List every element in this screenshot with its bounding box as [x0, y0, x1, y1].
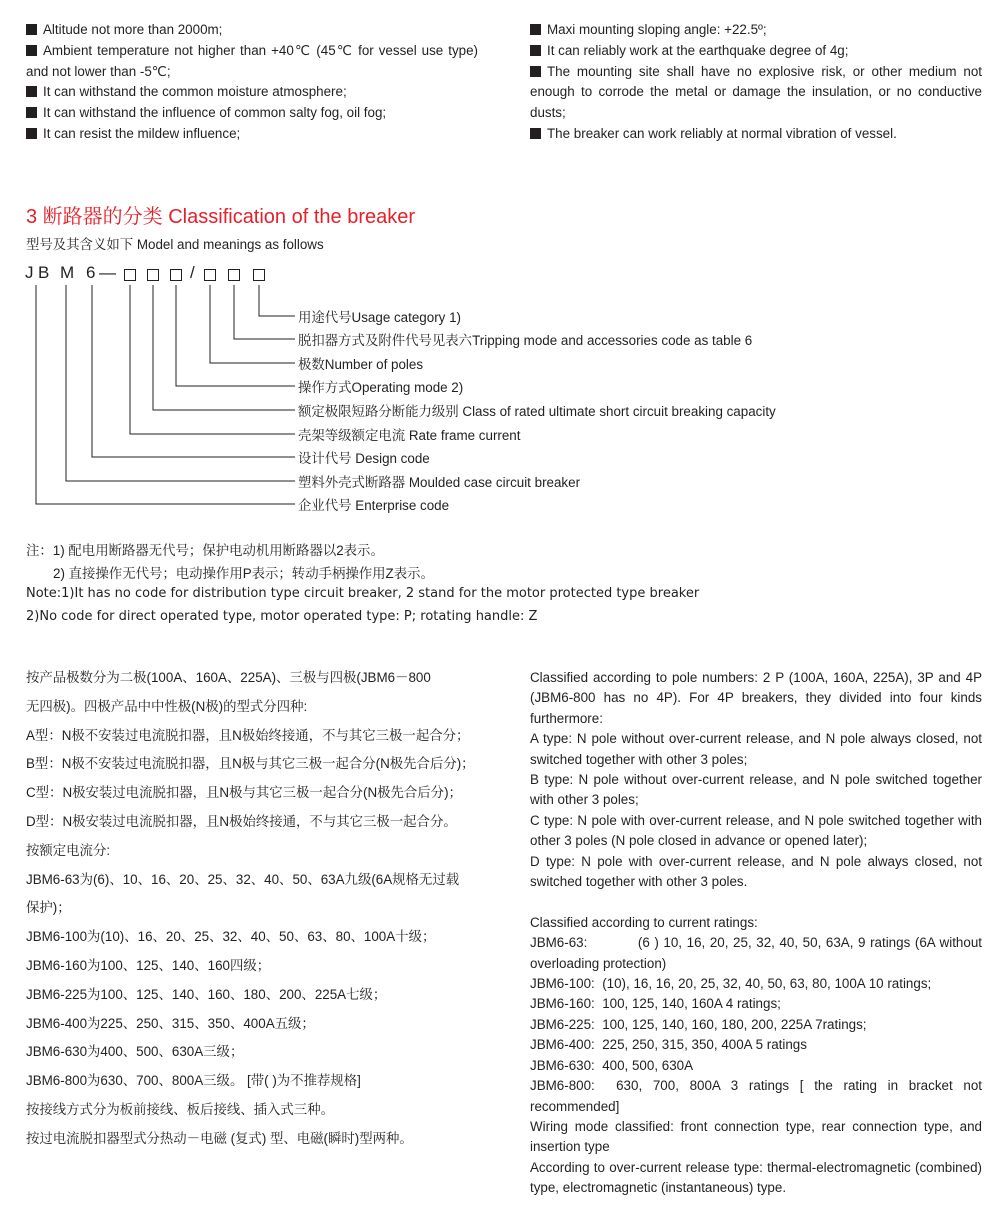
env-item: It can resist the mildew influence; [26, 124, 478, 145]
cn-line: 保护)； [26, 900, 71, 916]
bullet-square-icon [530, 24, 541, 35]
bullet-square-icon [530, 66, 541, 77]
en-paragraph: D type: N pole with over-current release, and N pole always closed, not switched together with other 3 poles. [530, 853, 982, 890]
leader-usage [259, 285, 295, 316]
en-paragraph: JBM6-160: 100, 125, 140, 160A 4 ratings; [530, 996, 781, 1012]
env-item: Maxi mounting sloping angle: +22.5º; [530, 20, 982, 41]
note-cn-2: 2) 直接操作无代号；电动操作用P表示；转动手柄操作用Z表示。 [53, 566, 434, 581]
note-en-1: Note:1)It has no code for distribution type circuit breaker, 2 stand for the motor protected type breaker [26, 586, 700, 601]
leader-tripping [234, 285, 295, 339]
label-design-code: 设计代号 Design code [298, 451, 430, 466]
en-paragraph: Wiring mode classified: front connection type, rear connection type, and insertion type [530, 1118, 982, 1155]
env-item: It can reliably work at the earthquake degree of 4g; [530, 41, 982, 62]
leader-frame [130, 285, 295, 434]
en-paragraph: JBM6-225: 100, 125, 140, 160, 180, 200, 225A 7ratings; [530, 1016, 867, 1032]
section-heading: 3 断路器的分类 Classification of the breaker [26, 206, 416, 228]
en-paragraph: JBM6-400: 225, 250, 315, 350, 400A 5 ratings [530, 1037, 807, 1053]
label-rate-frame-current: 壳架等级额定电流 Rate frame current [298, 428, 521, 443]
env-item: Ambient temperature not higher than +40℃ (45℃ for vessel use type) and not lower than -5℃; [26, 42, 478, 79]
cn-line: JBM6-63为(6)、10、16、20、25、32、40、50、63A九级(6A规格无过载 [26, 871, 460, 887]
en-paragraph: B type: N pole without over-current release, and N pole switched together with other 3 poles; [530, 772, 982, 808]
label-moulded-case: 塑料外壳式断路器 Moulded case circuit breaker [298, 475, 581, 490]
label-number-of-poles: 极数Number of poles [298, 357, 424, 372]
cn-line: JBM6-630为400、500、630A三级； [26, 1044, 244, 1060]
en-paragraph: Classified according to pole numbers: 2 P (100A, 160A, 225A), 3P and 4P (JBM6-800 has no 4P). For 4P breakers, they divided into four kinds furthermore: [530, 670, 982, 726]
env-item: It can withstand the influence of common salty fog, oil fog; [26, 103, 478, 124]
cn-line: JBM6-400为225、250、315、350、400A五级； [26, 1015, 315, 1031]
environment-right-column [530, 20, 982, 145]
leader-poles [210, 285, 295, 363]
cn-line: JBM6-800为630、700、800A三级。 [带( )为不推荐规格] [26, 1073, 361, 1089]
bullet-square-icon [530, 45, 541, 56]
label-enterprise-code: 企业代号 Enterprise code [298, 498, 450, 513]
code-char-m: M [60, 263, 75, 282]
label-breaking-capacity: 额定极限短路分断能力级别 Class of rated ultimate short circuit breaking capacity [298, 404, 776, 419]
en-paragraph: According to over-current release type: thermal-electromagnetic (combined) type, electromagnetic (instantaneous) type. [530, 1159, 982, 1196]
label-operating-mode: 操作方式Operating mode 2) [298, 380, 464, 395]
model-intro: 型号及其含义如下 Model and meanings as follows [26, 237, 324, 252]
en-paragraph: JBM6-100: (10), 16, 16, 20, 25, 32, 40, 50, 63, 80, 100A 10 ratings; [530, 976, 932, 992]
label-usage-category: 用途代号Usage category 1) [298, 310, 461, 325]
cn-line: D型：N极安装过电流脱扣器，且N极始终接通，不与其它三极一起合分。 [26, 813, 457, 829]
bullet-square-icon [530, 128, 541, 139]
cn-line: 按过电流脱扣器型式分热动－电磁 (复式) 型、电磁(瞬时)型两种。 [26, 1130, 413, 1146]
en-paragraph: JBM6-630: 400, 500, 630A [530, 1057, 694, 1073]
en-paragraph: JBM6-800: 630, 700, 800A 3 ratings [ the rating in bracket not recommended] [530, 1078, 986, 1114]
cn-line: 按产品极数分为二极(100A、160A、225A)、三极与四极(JBM6－800 [26, 670, 431, 685]
code-char-slash: / [190, 263, 195, 282]
cn-line: 按接线方式分为板前接线、板后接线、插入式三种。 [26, 1101, 334, 1117]
env-item: It can withstand the common moisture atmosphere; [26, 82, 478, 103]
code-char-dash: — [99, 263, 116, 282]
leader-breaking [153, 285, 295, 410]
env-item: The mounting site shall have no explosive risk, or other medium not enough to corrode the metal or damage the insulation, or no conductive dusts; [530, 63, 982, 121]
code-char-j: J [25, 263, 34, 282]
note-en-2: 2)No code for direct operated type, motor operated type: P; rotating handle: Z [26, 609, 538, 624]
leader-enterprise [36, 285, 295, 504]
leader-operating [176, 285, 295, 386]
cn-line: JBM6-100为(10)、16、20、25、32、40、50、63、80、100A十级； [26, 929, 436, 945]
cn-line: JBM6-225为100、125、140、160、180、200、225A七级； [26, 986, 387, 1002]
cn-line: B型：N极不安装过电流脱扣器，且N极与其它三极一起合分(N极先合后分)； [26, 756, 475, 772]
label-tripping-mode: 脱扣器方式及附件代号见表六Tripping mode and accessories code as table 6 [298, 333, 753, 348]
english-classification-column [530, 668, 986, 1199]
code-char-b: B [38, 263, 50, 282]
en-paragraph: C type: N pole with over-current release, and N pole switched together with other 3 poles (N pole closed in advance or opened later); [530, 812, 982, 849]
cn-line: C型：N极安装过电流脱扣器，且N极与其它三极一起合分(N极先合后分)； [26, 785, 462, 801]
en-paragraph: Classified according to current ratings: [530, 914, 758, 930]
code-char-6: 6 [86, 263, 96, 282]
en-paragraph: A type: N pole without over-current release, and N pole always closed, not switched together with other 3 poles; [530, 731, 982, 767]
env-item: The breaker can work reliably at normal vibration of vessel. [530, 124, 982, 145]
en-paragraph: JBM6-63: (6 ) 10, 16, 20, 25, 32, 40, 50, 63A, 9 ratings (6A without overloading protection) [530, 935, 986, 971]
cn-line: 按额定电流分: [26, 842, 111, 858]
cn-line: A型：N极不安装过电流脱扣器，且N极始终接通，不与其它三极一起合分； [26, 727, 470, 743]
leader-moulded [66, 285, 295, 481]
env-item: Altitude not more than 2000m; [26, 20, 478, 41]
note-cn-1: 注：1) 配电用断路器无代号；保护电动机用断路器以2表示。 [26, 543, 384, 558]
cn-line: JBM6-160为100、125、140、160四级； [26, 957, 271, 973]
model-diagram-lines [0, 0, 300, 520]
leader-design [92, 285, 295, 457]
paragraph-gap [530, 892, 982, 912]
cn-line: 无四极)。四极产品中中性极(N极)的型式分四种: [26, 698, 308, 714]
chinese-classification-column [26, 668, 496, 1158]
